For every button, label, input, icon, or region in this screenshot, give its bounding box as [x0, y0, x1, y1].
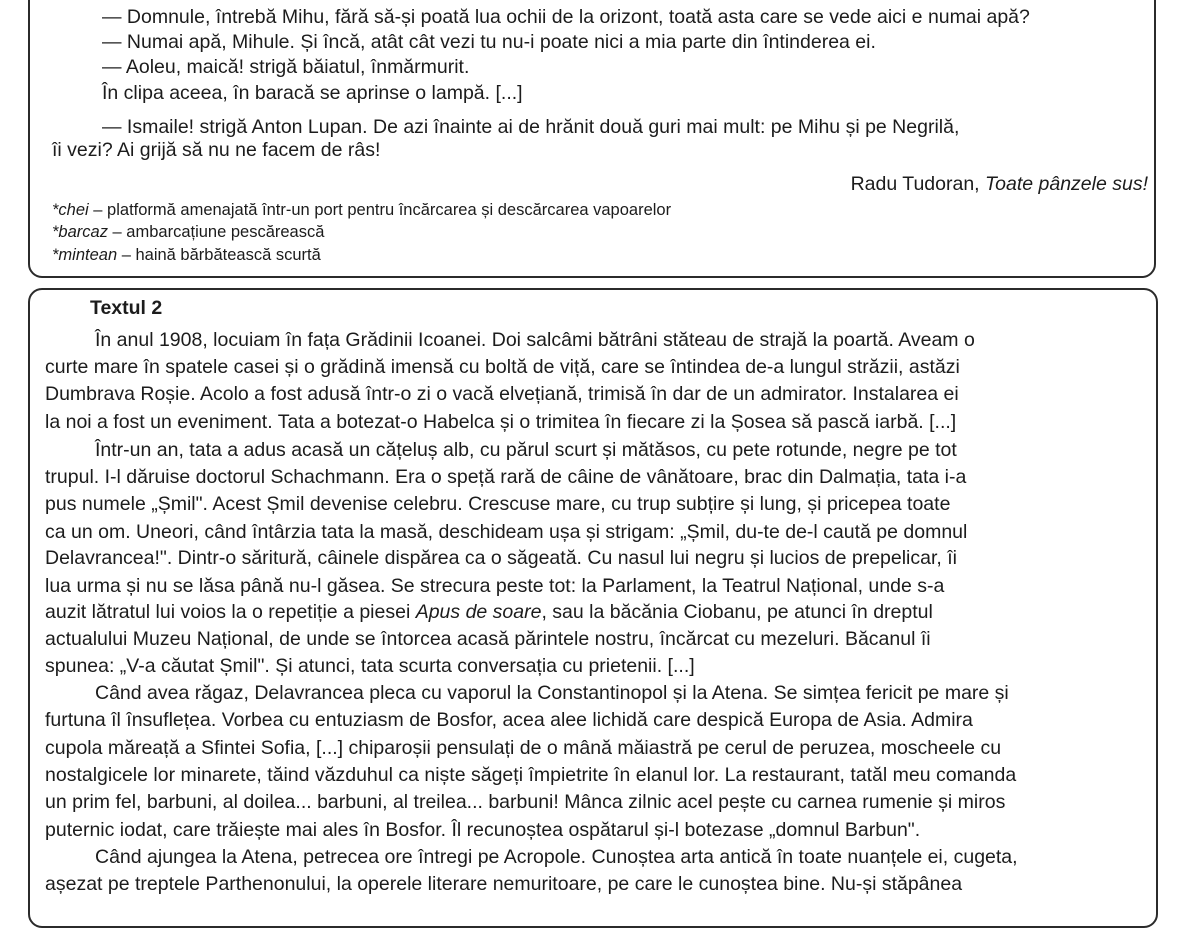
text2-line-7: pus numele „Șmil". Acest Șmil devenise celebru. Crescuse mare, cu trup subțire și lung, și pricepea toate [45, 493, 951, 515]
text1-line-4: În clipa aceea, în baracă se aprinse o lampă. [...] [102, 82, 523, 104]
footnote-term: *mintean [52, 246, 118, 264]
text1-line-5: — Ismaile! strigă Anton Lupan. De azi înainte ai de hrănit două guri mai mult: pe Mihu și pe Negrilă, [102, 116, 960, 138]
footnote-definition: – ambarcațiune pescărească [107, 223, 325, 241]
text2-title: Textul 2 [90, 297, 163, 319]
text1-line-3: — Aoleu, maică! strigă băiatul, înmărmurit. [102, 56, 470, 78]
text2-line-4: la noi a fost un eveniment. Tata a botezat-o Habelca și o trimitea în fiecare zi la Șosea să pască iarbă. [...] [45, 411, 957, 433]
text2-line-14: Când avea răgaz, Delavrancea pleca cu vaporul la Constantinopol și la Atena. Se simțea fericit pe mare și [95, 682, 1009, 704]
text2-line-17: nostalgicele lor minarete, tăind văzduhul ca niște săgeți împietrite în elanul lor. La restaurant, tatăl meu comanda [45, 764, 1017, 786]
text1-line-1: — Domnule, întrebă Mihu, fără să-și poată lua ochii de la orizont, toată asta care se vede aici e numai apă? [102, 6, 1030, 28]
text2-line-2: curte mare în spatele casei și o grădină imensă cu boltă de viță, care se întindea de-a lungul străzii, astăzi [45, 356, 960, 378]
text2-line-3: Dumbrava Roșie. Acolo a fost adusă într-o zi o vacă elvețiană, trimisă în dar de un admirator. Instalarea ei [45, 383, 959, 405]
footnote-term: *barcaz [52, 223, 108, 241]
text2-line-18: un prim fel, barbuni, al doilea... barbuni, al treilea... barbuni! Mânca zilnic acel pește cu carnea rumenie și miros [45, 791, 1006, 813]
text1-line-2: — Numai apă, Mihule. Și încă, atât cât vezi tu nu-i poate nici a mia parte din întinderea ei. [102, 31, 876, 53]
footnote-1 [52, 200, 671, 220]
text2-line-6: trupul. I-l dăruise doctorul Schachmann. Era o speță rară de câine de vânătoare, brac din Dalmația, tata i-a [45, 466, 967, 488]
text-segment: auzit lătratul lui voios la o repetiție a piesei [45, 601, 416, 623]
text2-line-15: furtuna îl însuflețea. Vorbea cu entuziasm de Bosfor, acea alee lichidă care despică Europa de Asia. Admira [45, 709, 973, 731]
footnote-definition: – haină bărbătească scurtă [117, 246, 321, 264]
text2-line-8: ca un om. Uneori, când întârzia tata la masă, deschideam ușa și strigam: „Șmil, du-te de-l caută pe domnul [45, 521, 968, 543]
text2-line-20: Când ajungea la Atena, petrecea ore întregi pe Acropole. Cunoștea arta antică în toate nuanțele ei, cugeta, [95, 846, 1018, 868]
play-title: Apus de soare [415, 601, 542, 623]
footnote-term: *chei [52, 201, 89, 219]
text2-line-19: puternic iodat, care trăiește mai ales în Bosfor. Îl recunoștea ospătarul și-l botezase „domnul Barbun". [45, 819, 921, 841]
text-segment: , sau la băcănia Ciobanu, pe atunci în dreptul [541, 601, 933, 623]
text2-line-9: Delavrancea!". Dintr-o săritură, câinele dispărea ca o săgeată. Cu nasul lui negru și lucios de prepelicar, îi [45, 547, 957, 569]
footnote-2 [52, 222, 324, 242]
work-title: Toate pânzele sus! [985, 173, 1148, 195]
text2-line-21: așezat pe treptele Parthenonului, la operele literare nemuritoare, pe care le cunoștea bine. Nu-și stăpânea [45, 873, 963, 895]
text2-line-5: Într-un an, tata a adus acasă un cățeluș alb, cu părul scurt și mătăsos, cu pete rotunde, negre pe tot [95, 439, 957, 461]
text2-line-13: spunea: „V-a căutat Șmil". Și atunci, tata scurta conversația cu prietenii. [...] [45, 655, 695, 677]
text2-line-1: În anul 1908, locuiam în fața Grădinii Icoanei. Doi salcâmi bătrâni stăteau de strajă la poartă. Aveam o [95, 329, 975, 351]
text1-line-6: îi vezi? Ai grijă să nu ne facem de râs! [52, 139, 381, 161]
text2-line-10: lua urma și nu se lăsa până nu-l găsea. Se strecura peste tot: la Parlament, la Teatrul Național, unde s-a [45, 575, 945, 597]
text2-line-11 [45, 600, 933, 624]
text1-attribution [851, 172, 1148, 196]
text2-line-12: actualului Muzeu Național, de unde se întorcea acasă părintele nostru, încărcat cu mezeluri. Băcanul îi [45, 628, 931, 650]
text2-line-16: cupola măreață a Sfintei Sofia, [...] chiparoșii pensulați de o mână măiastră pe cerul de peruzea, moscheele cu [45, 737, 1002, 759]
footnote-3 [52, 245, 321, 265]
author-name: Radu Tudoran, [850, 173, 986, 195]
footnote-definition: – platformă amenajată într-un port pentru încărcarea și descărcarea vapoarelor [88, 201, 672, 219]
